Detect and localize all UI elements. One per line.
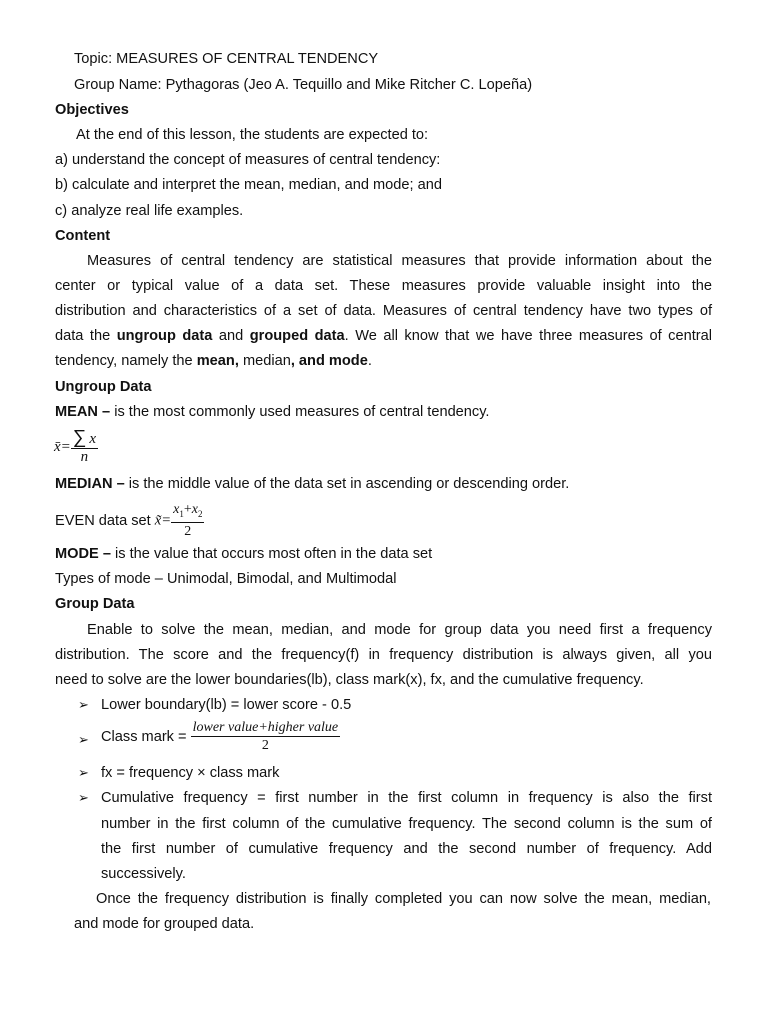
mean-definition: MEAN – is the most commonly used measures of central tendency. <box>55 404 490 420</box>
objectives-heading: Objectives <box>55 102 129 118</box>
group-heading: Group Data <box>55 596 135 612</box>
cumulative-item-line: successively. <box>101 866 186 882</box>
topic-line: Topic: MEASURES OF CENTRAL TENDENCY <box>74 51 379 67</box>
mode-definition: MODE – is the value that occurs most often in the data set <box>55 546 433 562</box>
group-paragraph-line: Enable to solve the mean, median, and mode for group data you need first a frequency <box>87 622 712 638</box>
median-even-formula: EVEN data set x̃= $\frac{x_1+x_2}{2}$ <box>55 502 203 539</box>
class-mark-item: Class mark = $\frac{\text{lower value+higher value}}{2}$ <box>101 720 339 753</box>
cumulative-item-line: Cumulative frequency = first number in the first column in frequency is also the first <box>101 790 712 806</box>
content-paragraph-line: tendency, namely the mean, median, and mode. <box>55 353 372 369</box>
ungroup-heading: Ungroup Data <box>55 379 152 395</box>
closing-line: and mode for grouped data. <box>74 916 255 932</box>
arrow-bullet-icon: ➢ <box>78 765 89 780</box>
objective-item: c) analyze real life examples. <box>55 203 244 219</box>
lower-boundary-item: Lower boundary(lb) = lower score - 0.5 <box>101 697 352 713</box>
objective-item: b) calculate and interpret the mean, median, and mode; and <box>55 177 442 193</box>
group-paragraph-line: distribution. The score and the frequency(f) in frequency distribution is always given, all you <box>55 647 712 663</box>
group-paragraph-line: need to solve are the lower boundaries(lb), class mark(x), fx, and the cumulative frequency. <box>55 672 644 688</box>
median-definition: MEDIAN – is the middle value of the data set in ascending or descending order. <box>55 476 570 492</box>
fx-item: fx = frequency × class mark <box>101 765 280 781</box>
closing-line: Once the frequency distribution is finally completed you can now solve the mean, median, <box>96 891 711 907</box>
arrow-bullet-icon: ➢ <box>78 732 89 747</box>
group-name-line: Group Name: Pythagoras (Jeo A. Tequillo and Mike Ritcher C. Lopeña) <box>74 77 533 93</box>
arrow-bullet-icon: ➢ <box>78 790 89 805</box>
mean-formula: x̄= $\frac{\sum x}{n}$ <box>54 427 96 465</box>
objectives-intro: At the end of this lesson, the students are expected to: <box>76 127 429 143</box>
content-paragraph-line: center or typical value of a data set. These measures provide valuable insight into the <box>55 278 712 294</box>
cumulative-item-line: number in the first column of the cumulative frequency. The second column is the sum of <box>101 816 712 832</box>
content-paragraph-line: Measures of central tendency are statistical measures that provide information about the <box>87 253 712 269</box>
cumulative-item-line: the first number of cumulative frequency and the second number of frequency. Add <box>101 841 712 857</box>
arrow-bullet-icon: ➢ <box>78 697 89 712</box>
content-heading: Content <box>55 228 111 244</box>
mode-types: Types of mode – Unimodal, Bimodal, and Multimodal <box>55 571 397 587</box>
content-paragraph-line: data the ungroup data and grouped data. We all know that we have three measures of central <box>55 328 712 344</box>
content-paragraph-line: distribution and characteristics of a set of data. Measures of central tendency have two types of <box>55 303 712 319</box>
objective-item: a) understand the concept of measures of central tendency: <box>55 152 441 168</box>
